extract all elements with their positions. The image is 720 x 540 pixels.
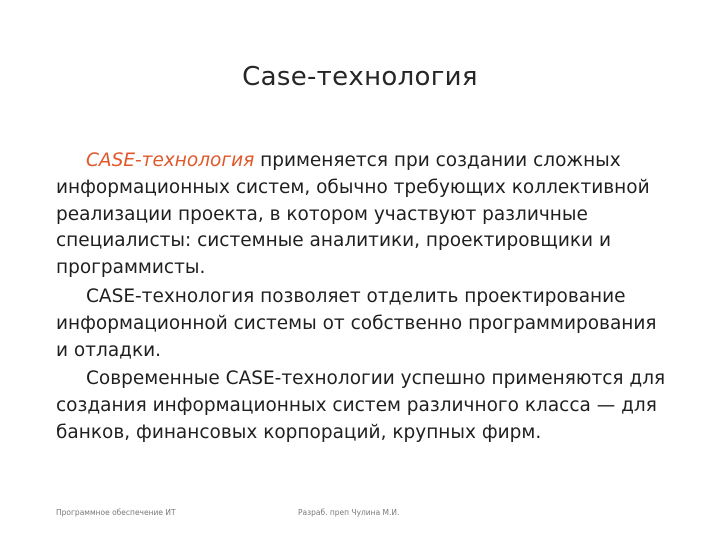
- paragraph-2: CASE-технология позволяет отделить проектирование информационной системы от собственно программирования и отладки.: [56, 285, 657, 361]
- footer-author: Разраб. преп Чулина М.И.: [298, 508, 400, 517]
- paragraph-1: [56, 148, 666, 282]
- paragraph-3: Современные CASE-технологии успешно применяются для создания информационных систем различного класса — для банков, финансовых корпораций, крупных фирм.: [56, 368, 666, 443]
- slide-body: [56, 148, 666, 449]
- paragraph-1-text: применяется при создании сложных информационных систем, обычно требующих коллективной реализации проекта, в котором участвуют различные специалисты: системные аналитики, проектировщики и программисты.: [56, 150, 650, 279]
- slide-title: Case-технология: [242, 62, 478, 92]
- footer-course: Программное обеспечение ИТ: [56, 508, 176, 517]
- highlighted-term: CASE-технология: [86, 150, 255, 171]
